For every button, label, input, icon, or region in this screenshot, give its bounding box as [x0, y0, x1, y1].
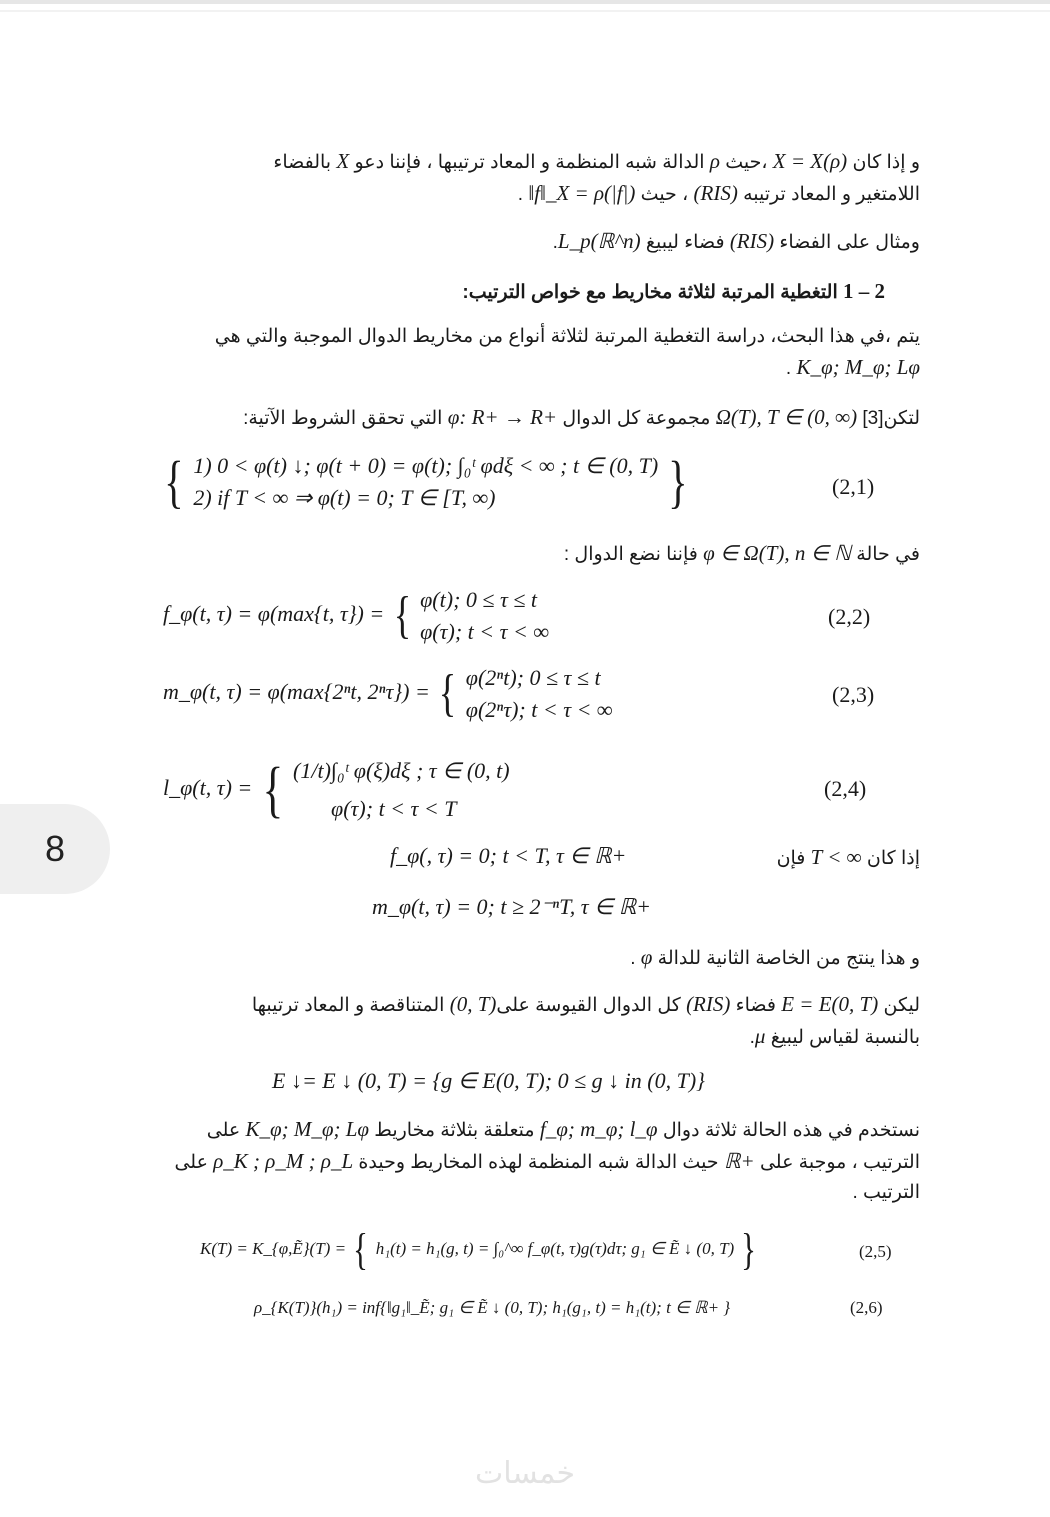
equation-2-1 [160, 450, 692, 514]
equation-label: (2,3) [832, 682, 875, 707]
equation-cases [420, 584, 549, 648]
equation-cases [293, 752, 510, 828]
math-inline: μ [754, 1024, 766, 1048]
text-fragment: فضاء ليبيغ [645, 232, 725, 253]
math-inline: L_p(ℝ^n) [557, 229, 641, 253]
paragraph-line [160, 1146, 920, 1178]
equation-lhs: f_φ(t, τ) = φ(max{t, τ}) = [163, 601, 385, 627]
paragraph-e-space [160, 989, 920, 1053]
text-fragment: في حالة [856, 544, 920, 565]
page-number: 8 [44, 828, 66, 869]
paragraph-ris-definition [190, 146, 920, 210]
text-fragment: كل الدوال القيوسة على [496, 995, 681, 1016]
text-fragment: فإننا نضع الدوال : [563, 544, 698, 565]
text-fragment: فضاء [735, 995, 776, 1016]
text-fragment: مجموعة كل الدوال [562, 408, 711, 429]
equation-case: φ(2ⁿτ); t < τ < ∞ [465, 697, 613, 722]
equation-lhs: m_φ(t, τ) = φ(max{2ⁿt, 2ⁿτ}) = [163, 679, 430, 705]
math-inline: K_φ; M_φ; Lφ [245, 1117, 370, 1141]
paragraph-line [160, 989, 920, 1021]
math-inline: T < ∞ [810, 845, 862, 869]
math-inline: (0, T) [449, 992, 497, 1016]
paragraph-line: يتم ،في هذا البحث، دراسة التغطية المرتبة لثلاثة أنواع من مخاريط الدوال الموجبة والتي هي [214, 326, 920, 347]
text-fragment: لتكن[3] [862, 408, 920, 429]
right-brace: } [741, 1225, 757, 1274]
text-fragment: اللامتغير و المعاد ترتيبه [743, 184, 920, 205]
paragraph-line [170, 352, 920, 384]
math-inline: (RIS) [686, 992, 731, 1016]
math-inline: (RIS) [693, 181, 738, 205]
equation-2-5 [200, 1225, 760, 1274]
text-fragment: ومثال على الفضاء [779, 232, 920, 253]
text-fragment: . [749, 1027, 755, 1048]
math-inline: Ω(T), T ∈ (0, ∞) [715, 405, 858, 429]
math-inline: φ: R+ → R+ [447, 405, 558, 429]
text-fragment: الدالة شبه المنظمة و المعاد ترتيبها ، فإننا دعو [354, 152, 705, 173]
text-fragment: التي تحقق الشروط الآتية: [243, 408, 443, 429]
equation-case: φ(τ); t < τ < T [331, 796, 457, 821]
equation-label: (2,2) [828, 604, 871, 629]
watermark-logo: خمسات [474, 1456, 576, 1491]
math-inline: φ [640, 945, 653, 969]
paragraph-line [160, 1021, 920, 1053]
text-fragment: . [517, 184, 524, 205]
math-inline: ρ_K ; ρ_M ; ρ_L [213, 1149, 354, 1173]
equation-2-6: ρ_{K(T)}(h₁) = inf{‖g₁‖_Ẽ; g₁ ∈ Ẽ ↓ (0, T); h₁(g₁, t) = h₁(t); t ∈ ℝ+ } [254, 1298, 731, 1317]
paragraph-study-intro [170, 322, 920, 384]
math-inline: X [336, 149, 350, 173]
text-fragment: حيث الدالة شبه المنظمة لهذه المخاريط وحيدة [358, 1152, 719, 1173]
equation-cases [193, 450, 658, 514]
text-fragment: ، حيث [640, 184, 689, 205]
math-inline: f_φ; m_φ; l_φ [539, 1117, 658, 1141]
equation-case: (1/t)∫₀ᵗ φ(ξ)dξ ; τ ∈ (0, t) [293, 758, 510, 783]
left-brace: { [393, 587, 411, 644]
equation-case: φ(τ); t < τ < ∞ [420, 619, 550, 644]
equation-2-3 [163, 662, 613, 726]
equation-2-4 [163, 752, 510, 828]
text-fragment: بالنسبة لقياس ليبيغ [770, 1027, 920, 1048]
equation-cases [466, 662, 613, 726]
right-brace: } [667, 449, 688, 514]
paragraph-case-intro [190, 538, 920, 570]
paragraph-line [190, 146, 920, 178]
equation-label: (2,1) [832, 474, 875, 499]
equation-lhs: l_φ(t, τ) = [163, 775, 253, 801]
text-fragment: بالفضاء [273, 152, 332, 173]
equation-case: 1) 0 < φ(t) ↓; φ(t + 0) = φ(t); ∫₀ᵗ φdξ < ∞ ; t ∈ (0, T) [193, 453, 659, 478]
condition-text [700, 842, 920, 874]
text-fragment: على [206, 1120, 241, 1141]
equation-label: (2,6) [850, 1298, 883, 1317]
left-brace: { [164, 449, 184, 514]
text-fragment: إذا كان [866, 848, 920, 869]
text-fragment: . [785, 358, 792, 379]
section-heading [190, 276, 885, 308]
left-brace: { [439, 665, 457, 722]
paragraph-three-cones [160, 1114, 920, 1208]
equation-2-2 [163, 584, 549, 648]
equation-case: φ(2ⁿt); 0 ≤ τ ≤ t [465, 665, 601, 690]
text-fragment: متعلقة بثلاثة مخاريط [374, 1120, 535, 1141]
math-inline: X = X(ρ) [772, 149, 848, 173]
equation-f-zero: f_φ(, τ) = 0; t < T, τ ∈ ℝ+ [390, 843, 627, 868]
text-fragment: فإن [776, 848, 806, 869]
left-brace: { [353, 1225, 369, 1274]
math-inline: ‖f‖_X = ρ(|f|) [528, 181, 636, 205]
equation-m-zero: m_φ(t, τ) = 0; t ≥ 2⁻ⁿT, τ ∈ ℝ+ [372, 894, 652, 919]
math-inline: E = E(0, T) [781, 992, 879, 1016]
text-fragment: المتناقصة و المعاد ترتيبها [251, 995, 445, 1016]
text-fragment: . [630, 948, 636, 969]
section-number: 1 – 2 [843, 279, 885, 303]
paragraph-example [190, 226, 920, 258]
equation-e-decreasing: E ↓= E ↓ (0, T) = {g ∈ E(0, T); 0 ≤ g ↓ in (0, T)} [272, 1068, 705, 1093]
paragraph-omega-definition [150, 402, 920, 434]
top-edge-bar-secondary [0, 10, 1050, 12]
text-fragment: و إذا كان [852, 152, 920, 173]
text-fragment: الترتيب ، موجبة على [759, 1152, 920, 1173]
left-brace: { [262, 756, 284, 824]
math-inline: ℝ+ [723, 1149, 755, 1173]
paragraph-line [160, 1114, 920, 1146]
equation-lhs: K(T) = K_{φ,Ẽ}(T) = [200, 1238, 347, 1258]
math-inline: ρ [709, 149, 720, 173]
equation-label: (2,5) [859, 1242, 892, 1261]
paragraph-second-property [400, 942, 920, 974]
equation-label: (2,4) [824, 776, 867, 801]
text-fragment: ليكن [883, 995, 920, 1016]
text-fragment: على [174, 1152, 208, 1173]
math-inline: φ ∈ Ω(T), n ∈ ℕ [703, 541, 851, 565]
page-number-tab [0, 804, 110, 894]
paragraph-line: الترتيب . [852, 1182, 920, 1203]
text-fragment: و هذا ينتج من الخاصة الثانية للدالة [657, 948, 920, 969]
paragraph-line [190, 178, 920, 210]
text-fragment: . [552, 232, 558, 253]
equation-case: φ(t); 0 ≤ τ ≤ t [420, 587, 538, 612]
top-edge-bar [0, 0, 1050, 4]
math-inline: (RIS) [729, 229, 775, 253]
section-title: التغطية المرتبة لثلاثة مخاريط مع خواص الترتيب: [462, 282, 838, 303]
math-inline: K_φ; M_φ; Lφ [796, 355, 920, 379]
text-fragment: ،حيث [725, 152, 768, 173]
equation-case: 2) if T < ∞ ⇒ φ(t) = 0; T ∈ [T, ∞) [193, 485, 496, 510]
text-fragment: نستخدم في هذه الحالة ثلاثة دوال [662, 1120, 920, 1141]
equation-body: h₁(t) = h₁(g, t) = ∫₀^∞ f_φ(t, τ)g(τ)dτ; g₁ ∈ Ẽ ↓ (0, T) [375, 1238, 735, 1258]
